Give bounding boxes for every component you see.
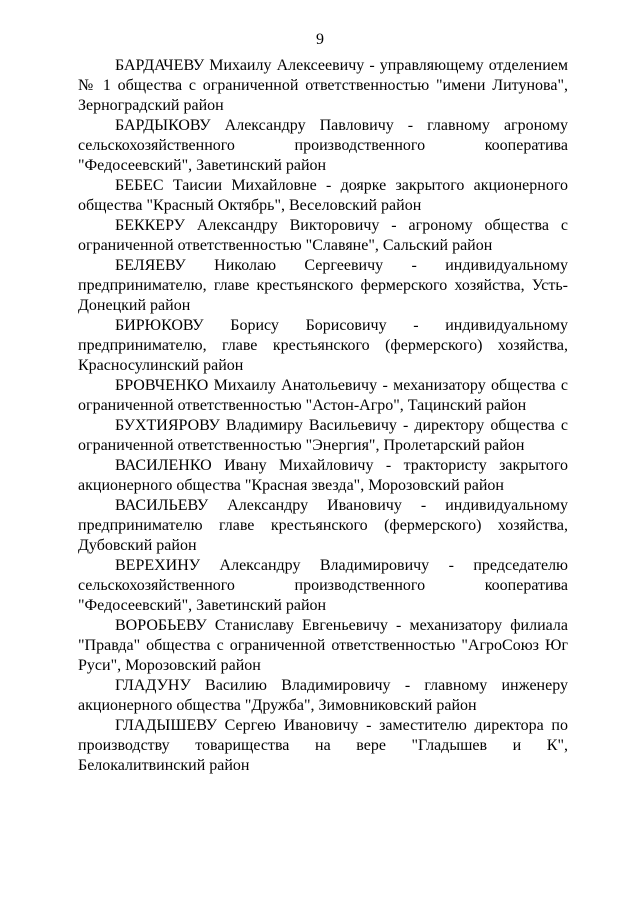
list-entry-gladyshev: ГЛАДЫШЕВУ Сергею Ивановичу - заместителю директора по производству товарищества на вере "Гладышев и К", Белокалитвинский район [78,717,568,774]
list-entry-brovchenko: БРОВЧЕНКО Михаилу Анатольевичу - механизатору общества с ограниченной ответственностью "Астон-Агро", Тацинский район [78,377,568,414]
list-entry-gladun: ГЛАДУНУ Василию Владимировичу - главному инженеру акционерного общества "Дружба", Зимовниковский район [78,677,568,714]
list-entry-bardykov: БАРДЫКОВУ Александру Павловичу - главному агроному сельскохозяйственного производственного кооператива "Федосеевский", Заветинский район [78,117,568,174]
list-entry-bukhtiyarov: БУХТИЯРОВУ Владимиру Васильевичу - директору общества с ограниченной ответственностью "Энергия", Пролетарский район [78,417,568,454]
award-list [78,56,568,776]
page-number: 9 [316,31,324,48]
list-entry-vorobyev: ВОРОБЬЕВУ Станиславу Евгеньевичу - механизатору филиала "Правда" общества с ограниченной ответственностью "АгроСоюз Юг Руси", Морозовский район [78,617,568,674]
list-entry-biryukov: БИРЮКОВУ Борису Борисовичу - индивидуальному предпринимателю, главе крестьянского (фермерского) хозяйства, Красносулинский район [78,317,568,374]
list-entry-verekhin: ВЕРЕХИНУ Александру Владимировичу - председателю сельскохозяйственного производственного кооператива "Федосеевский", Заветинский район [78,557,568,614]
list-entry-bekker: БЕККЕРУ Александру Викторовичу - агроному общества с ограниченной ответственностью "Славяне", Сальский район [78,217,568,254]
list-entry-vasilenko: ВАСИЛЕНКО Ивану Михайловичу - трактористу закрытого акционерного общества "Красная звезда", Морозовский район [78,457,568,494]
list-entry-bardachev: БАРДАЧЕВУ Михаилу Алексеевичу - управляющему отделением № 1 общества с ограниченной ответственностью "имени Литунова", Зерноградский район [78,57,568,114]
list-entry-bebes: БЕБЕС Таисии Михайловне - доярке закрытого акционерного общества "Красный Октябрь", Веселовский район [78,177,568,214]
list-entry-vasilyev: ВАСИЛЬЕВУ Александру Ивановичу - индивидуальному предпринимателю главе крестьянского (фермерского) хозяйства, Дубовский район [78,497,568,554]
list-entry-belyaev: БЕЛЯЕВУ Николаю Сергеевичу - индивидуальному предпринимателю, главе крестьянского фермерского хозяйства, Усть-Донецкий район [78,257,568,314]
